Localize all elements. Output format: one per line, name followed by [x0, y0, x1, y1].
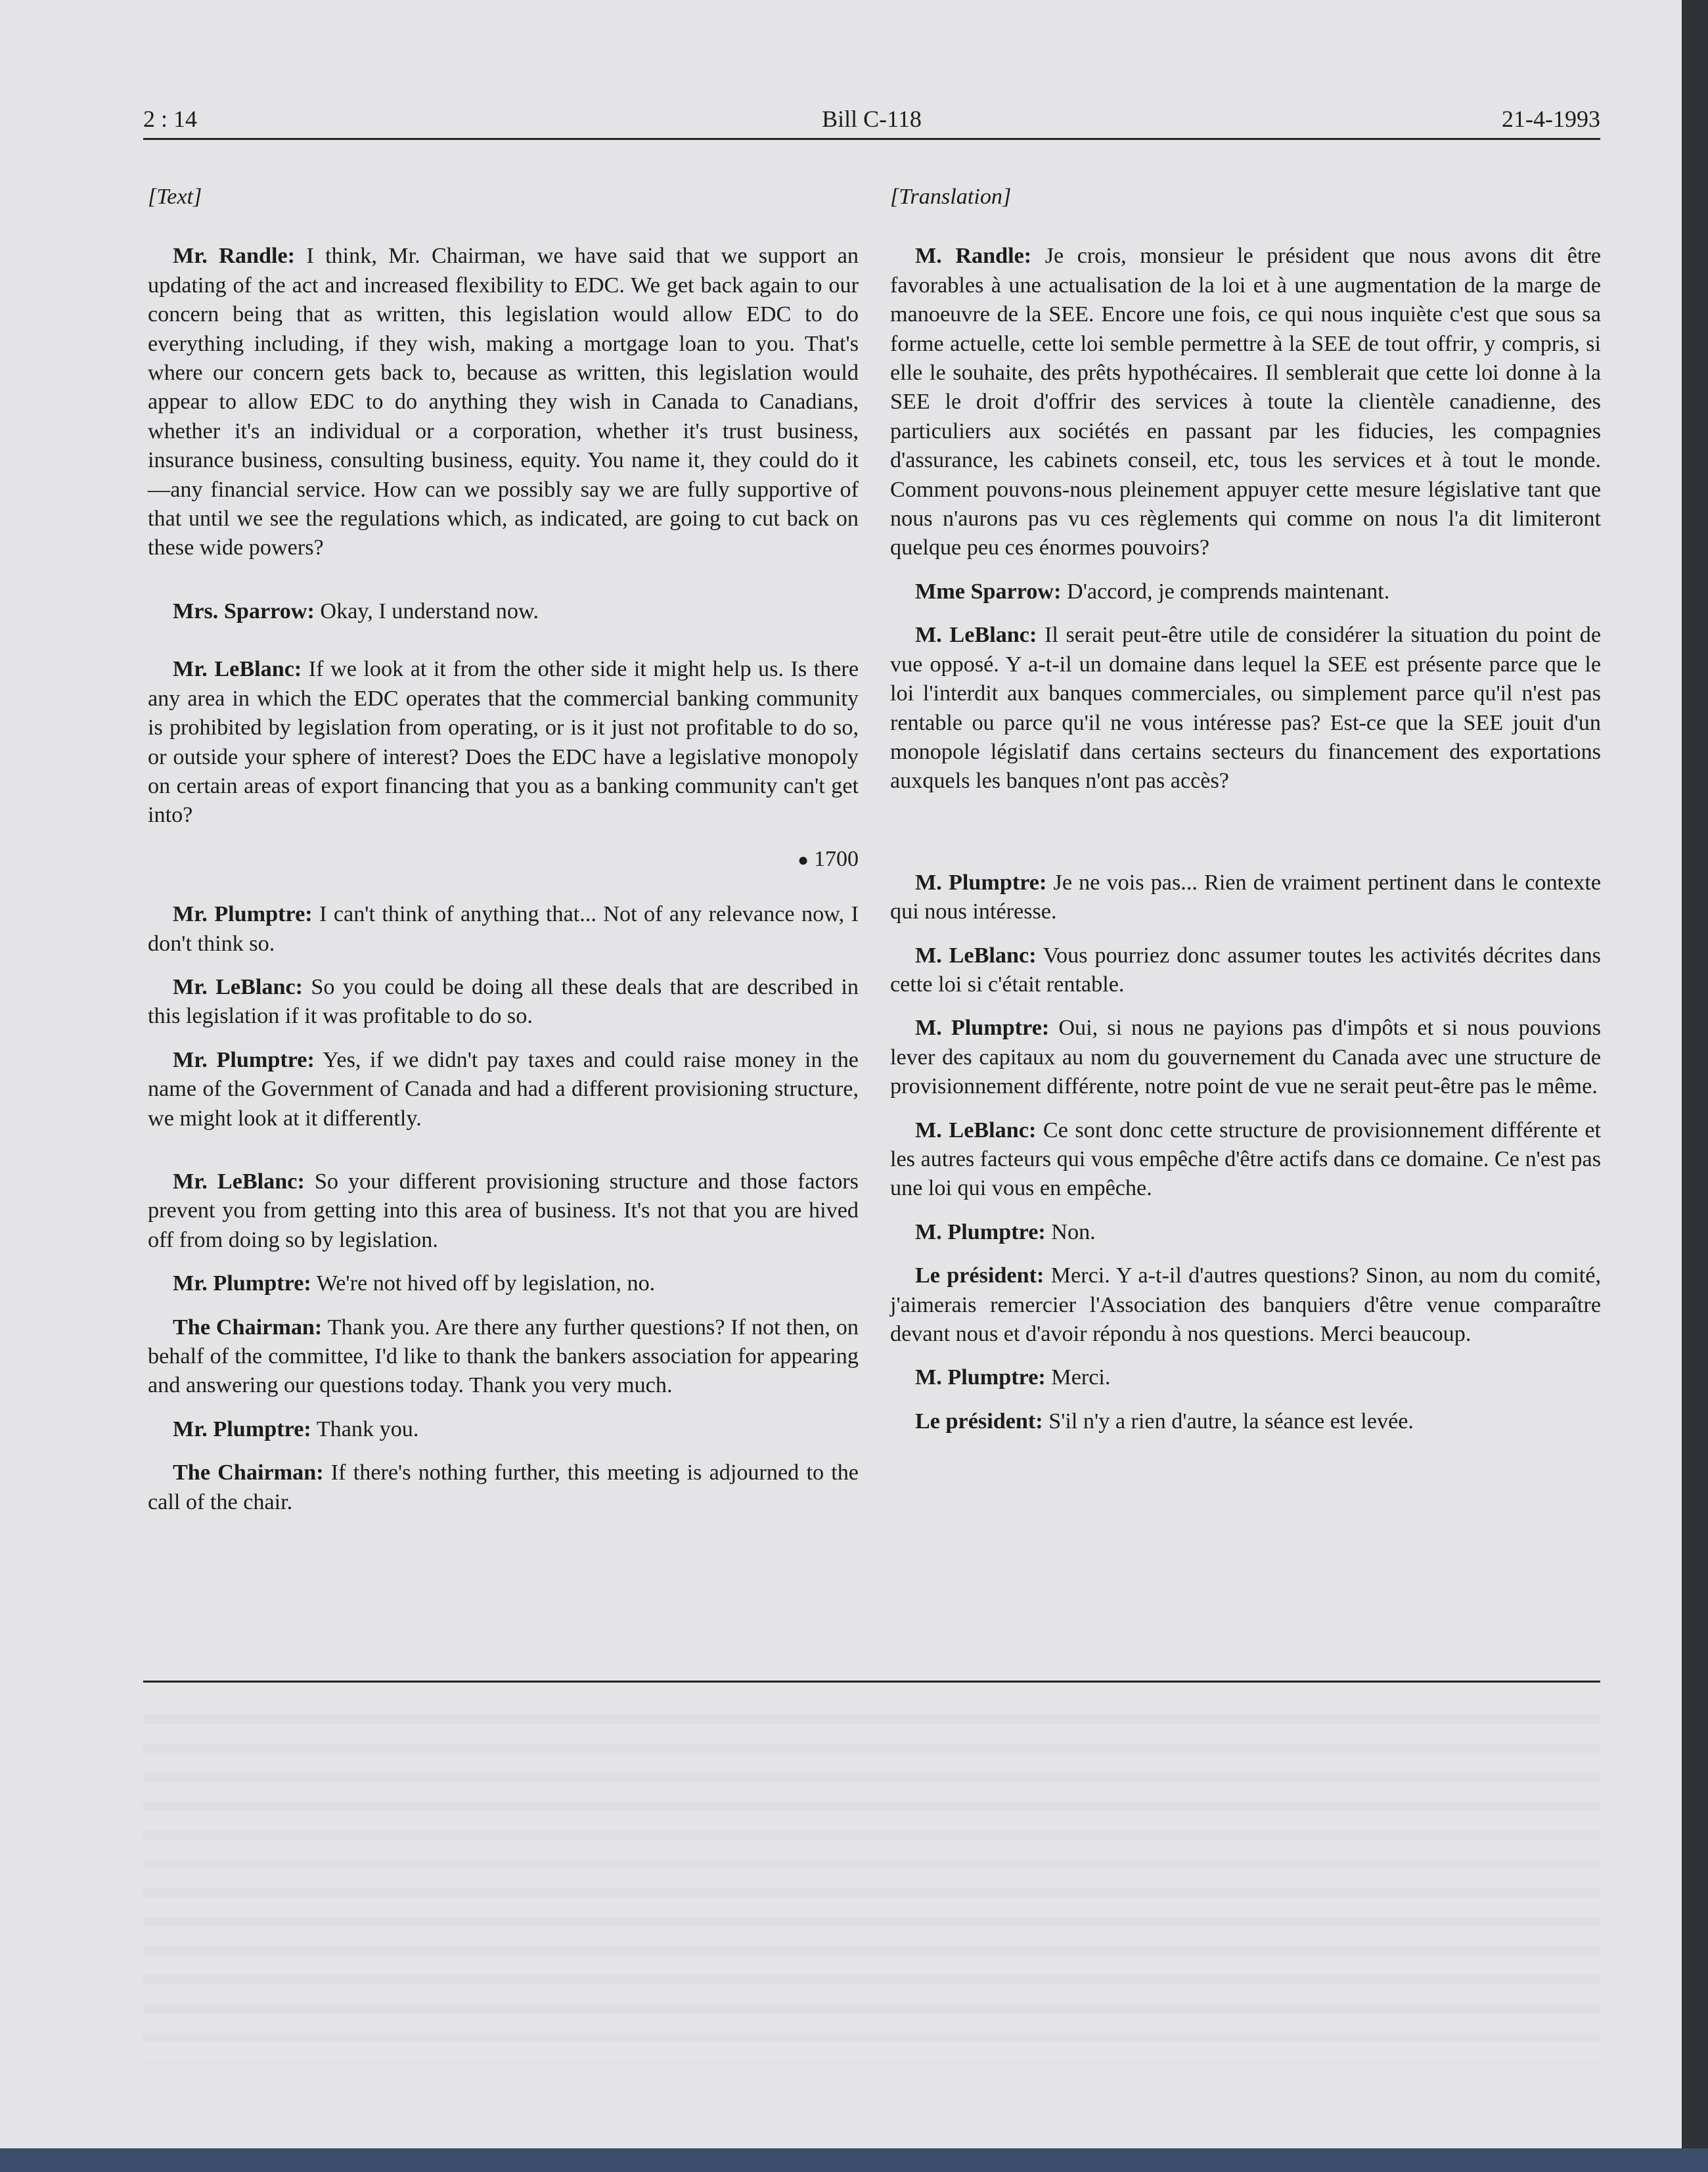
paragraph-text: Ce sont donc cette structure de provisionnement différente et les autres facteurs qui vous empêche d'être actifs dans ce domaine. Ce n'est pas une loi qui vous en empêche.: [890, 1118, 1602, 1201]
paragraph-text: Thank you.: [311, 1416, 419, 1441]
footer-rule: [143, 1681, 1600, 1683]
paragraph: [890, 577, 1601, 606]
paragraph-text: Il serait peut-être utile de considérer la situation du point de vue opposé. Y a-t-il un domaine dans lequel la SEE est présente parce que le loi l'interdit aux banques commerciales, ou simplement parce qu'il n'est pas rentable ou parce qu'il ne vous intéresse pas? Est-ce que la SEE jouit d'un monopole législatif dans certains secteurs du financement des exportations auxquels les banques n'ont pas accès?: [890, 623, 1601, 794]
paragraph: [148, 1415, 859, 1444]
page-number: 2 : 14: [143, 106, 198, 132]
speaker-name: The Chairman:: [173, 1460, 324, 1485]
speaker-name: Le président:: [915, 1409, 1043, 1434]
paragraph: [890, 1218, 1601, 1247]
paragraph: [148, 1046, 859, 1133]
speaker-name: M. LeBlanc:: [915, 623, 1037, 648]
paragraph-text: Merci. Y a-t-il d'autres questions? Sinon, au nom du comité, j'aimerais remercier l'Association des banquiers d'être venue comparaître devant nous et d'avoir répondu à nos questions. Merci beaucoup.: [890, 1263, 1601, 1346]
paragraph: [148, 597, 859, 626]
paragraph-text: S'il n'y a rien d'autre, la séance est levée.: [1043, 1409, 1414, 1434]
paragraph: [148, 973, 859, 1031]
timestamp-text: 1700: [814, 846, 859, 871]
timestamp: [148, 845, 859, 875]
bullet-icon: ●: [798, 849, 809, 871]
speaker-name: M. Plumptre:: [915, 1219, 1046, 1244]
header-rule: [143, 138, 1600, 140]
paragraph: [890, 1014, 1601, 1101]
paragraph-text: Non.: [1045, 1219, 1096, 1244]
speaker-name: M. Randle:: [915, 244, 1032, 269]
paragraph: [148, 1313, 859, 1401]
page-header: [143, 105, 1600, 139]
paragraph-text: Je ne vois pas... Rien de vraiment pertinent dans le contexte qui nous intéresse.: [890, 870, 1601, 924]
speaker-name: Mr. LeBlanc:: [173, 1169, 305, 1194]
paragraph: [890, 621, 1601, 796]
paragraph: [148, 242, 859, 562]
scan-edge-right: [1682, 0, 1708, 2172]
paragraph-text: Yes, if we didn't pay taxes and could raise money in the name of the Government of Canada and had a different provisioning structure, we might look at it differently.: [148, 1047, 859, 1131]
paragraph: [148, 900, 859, 959]
paragraph-text: Okay, I understand now.: [314, 599, 539, 623]
speaker-name: Mr. Plumptre:: [173, 1271, 311, 1296]
paragraph-text: D'accord, je comprends maintenant.: [1061, 579, 1390, 604]
speaker-name: Mr. Plumptre:: [173, 1416, 311, 1441]
paragraph: [890, 1116, 1601, 1204]
paragraph-text: Thank you. Are there any further questions? If not then, on behalf of the committee, I'd like to thank the bankers association for appearing and answering our questions today. Thank you very much.: [148, 1315, 859, 1398]
speaker-name: The Chairman:: [173, 1315, 323, 1340]
paragraph: [148, 1459, 859, 1517]
paragraph: [148, 655, 859, 830]
speaker-name: Mr. Plumptre:: [173, 902, 313, 927]
paragraph-text: So your different provisioning structure and those factors prevent you from getting into this area of business. It's not that you are hived off from doing so by legislation.: [148, 1169, 859, 1252]
speaker-name: M. Plumptre:: [915, 870, 1047, 895]
speaker-name: M. LeBlanc:: [915, 1118, 1037, 1143]
speaker-name: Mr. LeBlanc:: [173, 974, 303, 999]
paragraph-text: Merci.: [1045, 1365, 1111, 1390]
scan-edge-bottom: [0, 2148, 1708, 2172]
speaker-name: M. Plumptre:: [915, 1016, 1050, 1041]
french-column: [890, 183, 1601, 1451]
paragraph-text: I can't think of anything that... Not of any relevance now, I don't think so.: [148, 902, 859, 956]
paragraph: [890, 1407, 1601, 1436]
paragraph: [890, 941, 1601, 1000]
speaker-name: M. Plumptre:: [915, 1365, 1046, 1390]
paragraph: [890, 1261, 1601, 1349]
paragraph: [890, 869, 1601, 927]
speaker-name: Mr. LeBlanc:: [173, 657, 302, 682]
paragraph-text: Oui, si nous ne payions pas d'impôts et si nous pouvions lever des capitaux au nom du gouvernement du Canada avec une structure de provisionnement différente, notre point de vue ne serait peut-être pas le même.: [890, 1016, 1602, 1099]
speaker-name: Mr. Plumptre:: [173, 1047, 315, 1072]
paragraph-text: I think, Mr. Chairman, we have said that we support an updating of the act and increased flexibility to EDC. We get back again to our concern being that as written, this legislation would allow EDC to do everything including, if they wish, making a mortgage loan to you. That's where our concern gets back to, because as written, this legislation would appear to allow EDC to do anything they wish in Canada to Canadians, whether it's an individual or a corporation, whether it's trust business, insurance business, consulting business, equity. You name it, they could do it—any financial service. How can we possibly say we are fully supportive of that until we see the regulations which, as indicated, are going to cut back on these wide powers?: [148, 244, 859, 560]
paragraph: [148, 1269, 859, 1298]
paragraph: [148, 1167, 859, 1255]
speaker-name: Mme Sparrow:: [915, 579, 1062, 604]
paragraph-text: We're not hived off by legislation, no.: [311, 1271, 656, 1296]
bleed-through-area: [143, 1695, 1600, 2063]
paragraph: [890, 1363, 1601, 1392]
speaker-name: Le président:: [915, 1263, 1045, 1288]
paragraph-text: Je crois, monsieur le président que nous avons dit être favorables à une actualisation de la loi et à une augmentation de la marge de manoeuvre de la SEE. Encore une fois, ce qui nous inquiète c'est que sous sa forme actuelle, cette loi semble permettre à la SEE de tout offrir, y compris, si elle le souhaite, des prêts hypothécaires. Il semblerait que cette loi donne à la SEE le droit d'offrir des services à toute la clientèle canadienne, des particuliers aux sociétés en passant par les fiducies, les compagnies d'assurance, les cabinets conseil, etc, tous les services et à tout le monde. Comment pouvons-nous pleinement appuyer cette mesure législative tant que nous n'aurons pas vu ces règlements qui comme on nous l'a dit limiteront quelque peu ces énormes pouvoirs?: [890, 244, 1602, 560]
speaker-name: Mr. Randle:: [173, 244, 296, 269]
paragraph-text: Vous pourriez donc assumer toutes les activités décrites dans cette loi si c'était rentable.: [890, 943, 1601, 997]
speaker-name: M. LeBlanc:: [915, 943, 1037, 968]
english-column: [148, 183, 859, 1531]
paragraph-text: If there's nothing further, this meeting is adjourned to the call of the chair.: [148, 1460, 859, 1514]
bill-title: Bill C-118: [822, 106, 922, 132]
paragraph-text: So you could be doing all these deals that are described in this legislation if it was profitable to do so.: [148, 974, 859, 1029]
translation-tag: [Translation]: [890, 185, 1012, 209]
paragraph-text: If we look at it from the other side it might help us. Is there any area in which the EDC operates that the commercial banking community is prohibited by legislation from operating, or is it just not profitable to do so, or outside your sphere of interest? Does the EDC have a legislative monopoly on certain areas of export financing that you as a banking community can't get into?: [148, 657, 859, 828]
speaker-name: Mrs. Sparrow:: [173, 599, 315, 623]
text-tag: [Text]: [148, 185, 202, 209]
paragraph: [890, 242, 1601, 562]
header-date: 21-4-1993: [1502, 106, 1600, 132]
